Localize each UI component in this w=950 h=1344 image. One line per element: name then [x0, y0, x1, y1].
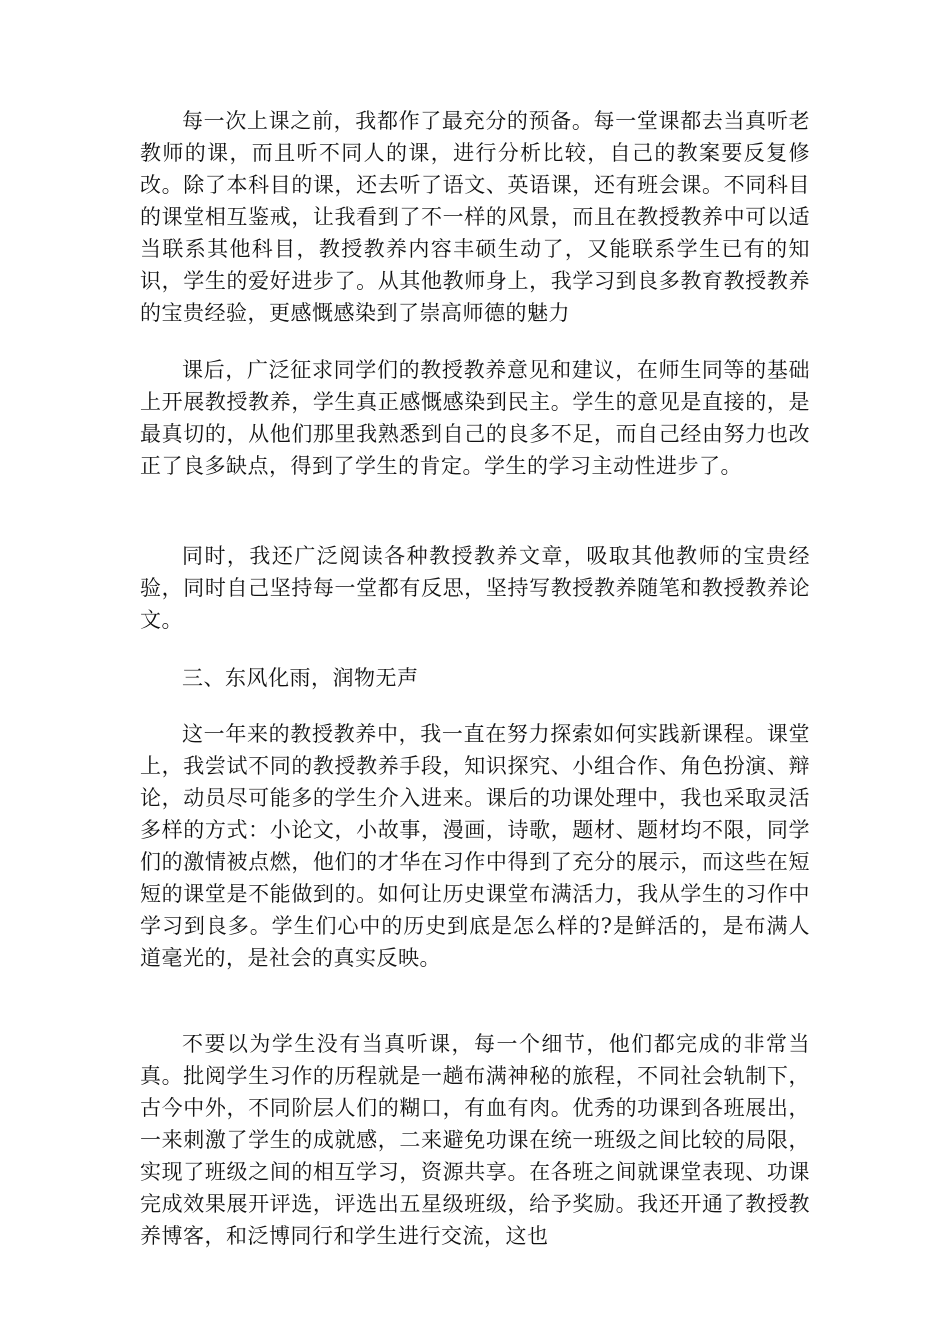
paragraph-5-block — [140, 1028, 810, 1252]
section-heading-block — [140, 662, 810, 694]
paragraph-4-block — [140, 718, 810, 974]
section-heading: 三、东风化雨，润物无声 — [182, 666, 419, 690]
paragraph-4: 这一年来的教授教养中，我一直在努力探索如何实践新课程。课堂上，我尝试不同的教授教养手段，知识探究、小组合作、角色扮演、辩论，动员尽可能多的学生介入进来。课后的功课处理中，我也采取灵活多样的方式：小论文，小故事，漫画，诗歌，题材、题材均不限，同学们的激情被点燃，他们的才华在习作中得到了充分的展示，而这些在短短的课堂是不能做到的。如何让历史课堂布满活力，我从学生的习作中学习到良多。学生们心中的历史到底是怎么样的?是鲜活的，是布满人道毫光的，是社会的真实反映。 — [140, 722, 810, 970]
paragraph-2: 课后，广泛征求同学们的教授教养意见和建议，在师生同等的基础上开展教授教养，学生真正感慨感染到民主。学生的意见是直接的，是最真切的，从他们那里我熟悉到自己的良多不足，而自己经由努力也改正了良多缺点，得到了学生的肯定。学生的学习主动性进步了。 — [140, 358, 810, 478]
paragraph-1-block — [140, 105, 810, 329]
paragraph-3-block — [140, 540, 810, 636]
paragraph-1: 每一次上课之前，我都作了最充分的预备。每一堂课都去当真听老教师的课，而且听不同人的课，进行分析比较，自己的教案要反复修改。除了本科目的课，还去听了语文、英语课，还有班会课。不同科目的课堂相互鉴戒，让我看到了不一样的风景，而且在教授教养中可以适当联系其他科目，教授教养内容丰硕生动了，又能联系学生已有的知识，学生的爱好进步了。从其他教师身上，我学习到良多教育教授教养的宝贵经验，更感慨感染到了崇高师德的魅力 — [140, 109, 810, 325]
paragraph-5: 不要以为学生没有当真听课，每一个细节，他们都完成的非常当真。批阅学生习作的历程就是一趟布满神秘的旅程，不同社会轨制下，古今中外，不同阶层人们的糊口，有血有肉。优秀的功课到各班展出，一来刺激了学生的成就感，二来避免功课在统一班级之间比较的局限，实现了班级之间的相互学习，资源共享。在各班之间就课堂表现、功课完成效果展开评选，评选出五星级班级，给予奖励。我还开通了教授教养博客，和泛博同行和学生进行交流，这也 — [140, 1032, 810, 1248]
paragraph-3: 同时，我还广泛阅读各种教授教养文章，吸取其他教师的宝贵经验，同时自己坚持每一堂都有反思，坚持写教授教养随笔和教授教养论文。 — [140, 544, 810, 632]
paragraph-2-block — [140, 354, 810, 482]
